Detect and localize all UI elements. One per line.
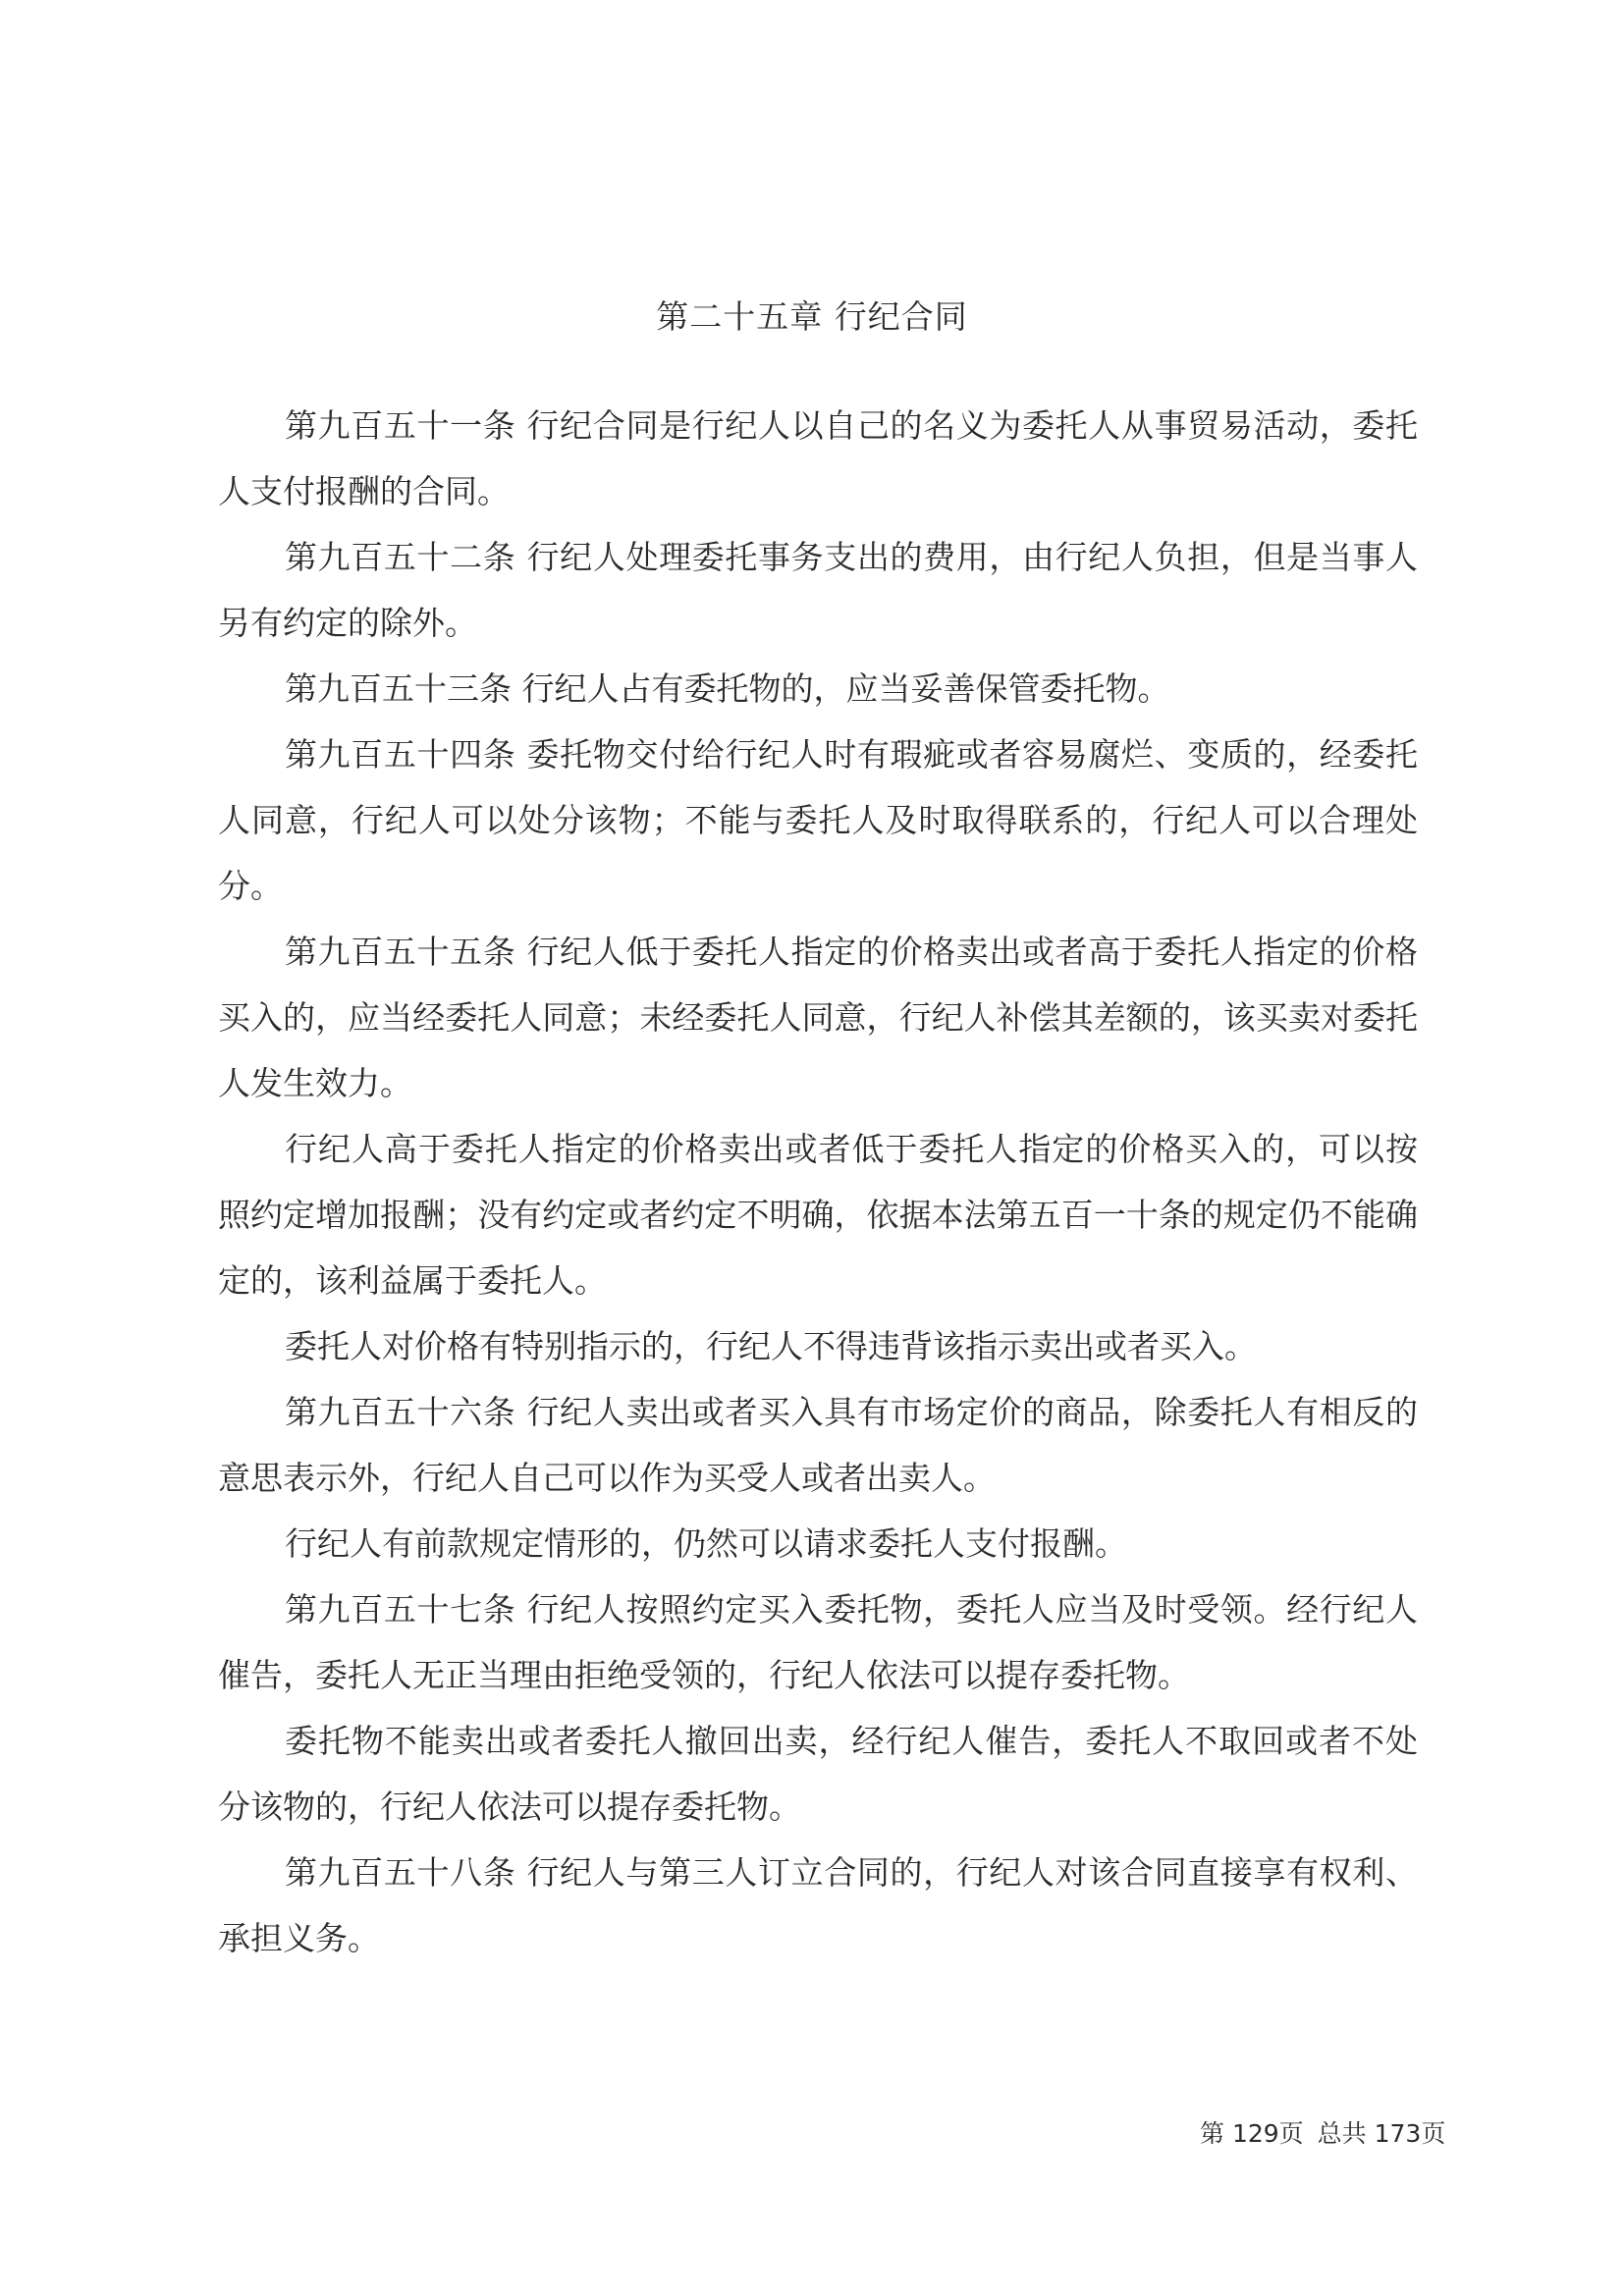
paragraph-article-955-clause-2: 行纪人高于委托人指定的价格卖出或者低于委托人指定的价格买入的，可以按照约定增加报酬；没有约定或者约定不明确，依据本法第五百一十条的规定仍不能确定的，该利益属于委托人。 — [218, 1130, 1418, 1300]
paragraph-article-958: 第九百五十八条 行纪人与第三人订立合同的，行纪人对该合同直接享有权利、承担义务。 — [218, 1853, 1418, 1957]
paragraph-article-953: 第九百五十三条 行纪人占有委托物的，应当妥善保管委托物。 — [285, 669, 1170, 708]
paragraph-article-956-clause-2: 行纪人有前款规定情形的，仍然可以请求委托人支付报酬。 — [285, 1524, 1127, 1563]
chapter-title: 第二十五章 行纪合同 — [656, 297, 968, 336]
paragraph-article-957-clause-2: 委托物不能卖出或者委托人撤回出卖，经行纪人催告，委托人不取回或者不处分该物的，行纪人依法可以提存委托物。 — [218, 1722, 1418, 1826]
body-text — [218, 393, 1418, 1971]
total-pages: 总共 173页 — [1317, 2119, 1446, 2148]
paragraph-article-951: 第九百五十一条 行纪合同是行纪人以自己的名义为委托人从事贸易活动，委托人支付报酬的合同。 — [218, 406, 1418, 510]
paragraph-article-952: 第九百五十二条 行纪人处理委托事务支出的费用，由行纪人负担，但是当事人另有约定的除外。 — [218, 538, 1418, 642]
paragraph-article-955: 第九百五十五条 行纪人低于委托人指定的价格卖出或者高于委托人指定的价格买入的，应当经委托人同意；未经委托人同意，行纪人补偿其差额的，该买卖对委托人发生效力。 — [218, 933, 1418, 1102]
paragraph-article-955-clause-3: 委托人对价格有特别指示的，行纪人不得违背该指示卖出或者买入。 — [285, 1327, 1257, 1365]
paragraph-article-956: 第九百五十六条 行纪人卖出或者买入具有市场定价的商品，除委托人有相反的意思表示外，行纪人自己可以作为买受人或者出卖人。 — [218, 1393, 1418, 1497]
page-number: 第 129页 — [1200, 2119, 1304, 2148]
paragraph-article-954: 第九百五十四条 委托物交付给行纪人时有瑕疵或者容易腐烂、变质的，经委托人同意，行纪人可以处分该物；不能与委托人及时取得联系的，行纪人可以合理处分。 — [218, 735, 1418, 905]
page-footer — [1200, 2117, 1445, 2151]
paragraph-article-957: 第九百五十七条 行纪人按照约定买入委托物，委托人应当及时受领。经行纪人催告，委托人无正当理由拒绝受领的，行纪人依法可以提存委托物。 — [218, 1590, 1418, 1694]
